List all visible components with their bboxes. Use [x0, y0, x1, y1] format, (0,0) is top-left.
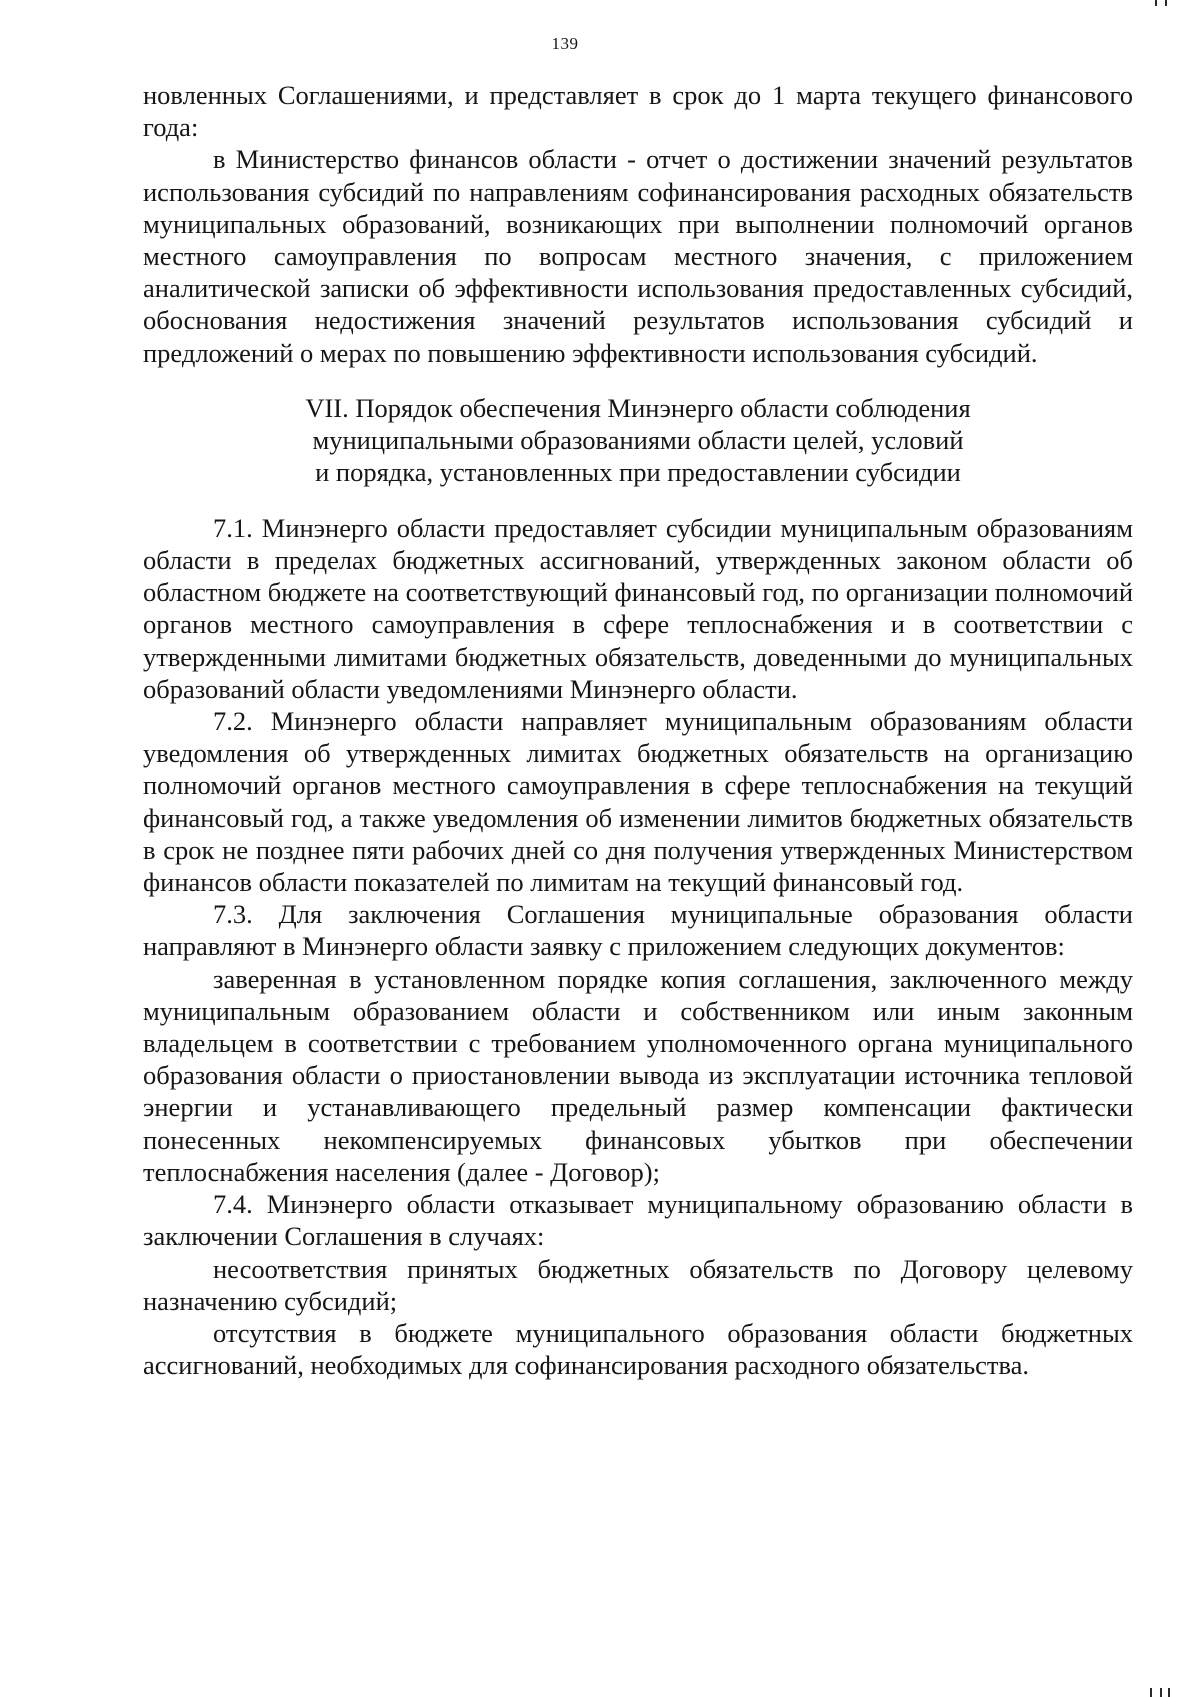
scan-mark-top [1165, 0, 1167, 6]
document-body [143, 79, 1133, 1381]
paragraph-7-3: 7.3. Для заключения Соглашения муниципальные образования области направляют в Минэнерго области заявку с приложением следующих документов: [143, 899, 1133, 962]
paragraph-7-1: 7.1. Минэнерго области предоставляет субсидии муниципальным образованиям области в пределах бюджетных ассигнований, утвержденных законом области об областном бюджете на соответствующий финансовый год, по организации полномочий органов местного самоуправления в сфере теплоснабжения и в соответствии с утвержденными лимитами бюджетных обязательств, доведенными до муниципальных образований области уведомлениями Минэнерго области. [143, 512, 1133, 704]
scan-mark-top [1155, 0, 1157, 6]
scan-mark-bottom [1168, 1688, 1170, 1697]
section-heading-line-3: и порядка, установленных при предоставлении субсидии [315, 456, 961, 487]
paragraph-7-4: 7.4. Минэнерго области отказывает муниципальному образованию области в заключении Соглашения в случаях: [143, 1189, 1133, 1252]
section-heading [143, 392, 1133, 488]
section-heading-line-1: VII. Порядок обеспечения Минэнерго области соблюдения [305, 392, 971, 423]
paragraph-ministry-report: в Министерство финансов области - отчет о достижении значений результатов использования субсидий по направлениям софинансирования расходных обязательств муниципальных образований, возникающих при выполнении полномочий органов местного самоуправления по вопросам местного значения, с приложением аналитической записки об эффективности использования предоставленных субсидий, обоснования недостижения значений результатов использования субсидий и предложений о мерах по повышению эффективности использования субсидий. [143, 144, 1133, 368]
paragraph-continuation: новленных Соглашениями, и представляет в срок до 1 марта текущего финансового года: [143, 80, 1133, 143]
page-number: 139 [551, 34, 579, 53]
paragraph-7-3-item: заверенная в установленном порядке копия соглашения, заключенного между муниципальным образованием области и собственником или иным законным владельцем в соответствии с требованием уполномоченного органа муниципального образования области о приостановлении вывода из эксплуатации источника тепловой энергии и устанавливающего предельный размер компенсации фактически понесенных некомпенсируемых финансовых убытков при обеспечении теплоснабжения населения (далее - Договор); [143, 963, 1133, 1187]
paragraph-7-4-item-2: отсутствия в бюджете муниципального образования области бюджетных ассигнований, необходимых для софинансирования расходного обязательства. [143, 1317, 1133, 1381]
paragraph-7-2: 7.2. Минэнерго области направляет муниципальным образованиям области уведомления об утвержденных лимитах бюджетных обязательств на организацию полномочий органов местного самоуправления в сфере теплоснабжения на текущий финансовый год, а также уведомления об изменении лимитов бюджетных обязательств в срок не позднее пяти рабочих дней со дня получения утвержденных Министерством финансов области показателей по лимитам на текущий финансовый год. [143, 706, 1133, 898]
section-heading-line-2: муниципальными образованиями области целей, условий [312, 424, 964, 455]
scan-mark-bottom [1160, 1688, 1162, 1697]
paragraph-7-4-item-1: несоответствия принятых бюджетных обязательств по Договору целевому назначению субсидий; [143, 1253, 1133, 1316]
scan-mark-bottom [1150, 1688, 1152, 1697]
